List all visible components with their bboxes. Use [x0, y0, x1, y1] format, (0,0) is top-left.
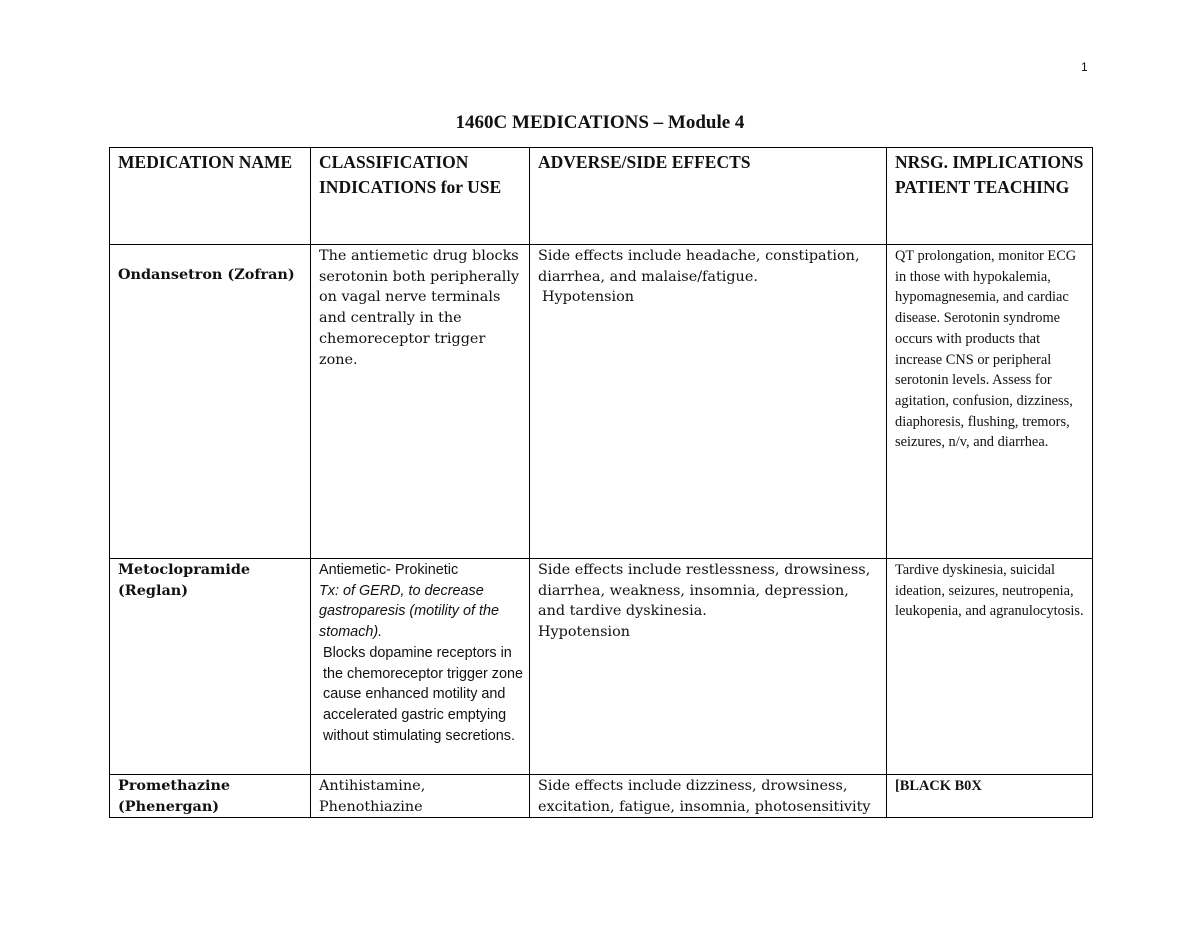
- effects-cell: [530, 559, 887, 775]
- table-row: [110, 775, 1093, 818]
- header-row: [110, 148, 1093, 245]
- classification-cell: [311, 559, 530, 775]
- nursing-cell: Tardive dyskinesia, suicidal ideation, seizures, neutropenia, leukopenia, and agranulocytosis.: [887, 559, 1093, 775]
- header-classification: CLASSIFICATION INDICATIONS for USE: [311, 148, 530, 245]
- medication-name: Ondansetron (Zofran): [110, 245, 311, 559]
- nursing-cell: QT prolongation, monitor ECG in those with hypokalemia, hypomagnesemia, and cardiac disease. Serotonin syndrome occurs with products that increase CNS or peripheral serotonin levels. Assess for agitation, confusion, dizziness, diaphoresis, flushing, tremors, seizures, n/v, and diarrhea.: [887, 245, 1093, 559]
- document-title: 1460C MEDICATIONS – Module 4: [455, 112, 745, 133]
- header-adverse-effects: ADVERSE/SIDE EFFECTS: [530, 148, 887, 245]
- effects-cell: [530, 245, 887, 559]
- table-row: [110, 245, 1093, 559]
- effects-cell: Side effects include dizziness, drowsiness, excitation, fatigue, insomnia, photosensitivity: [530, 775, 887, 818]
- effects-extra: Hypotension: [538, 624, 631, 641]
- medication-name: Promethazine (Phenergan): [110, 775, 311, 818]
- header-nursing-implications: NRSG. IMPLICATIONS PATIENT TEACHING: [887, 148, 1093, 245]
- medications-table: [109, 147, 1093, 818]
- header-medication-name: MEDICATION NAME: [110, 148, 311, 245]
- page-number: 1: [1081, 60, 1088, 74]
- classification-cell: The antiemetic drug blocks serotonin both peripherally on vagal nerve terminals and centrally in the chemoreceptor trigger zone.: [311, 245, 530, 559]
- classification-cell: Antihistamine, Phenothiazine: [311, 775, 530, 818]
- effects-extra: Hypotension: [542, 289, 635, 306]
- classification-mechanism: Blocks dopamine receptors in the chemoreceptor trigger zone cause enhanced motility and accelerated gastric emptying without stimulating secretions.: [323, 644, 523, 744]
- table-row: [110, 559, 1093, 775]
- medication-name: Metoclopramide (Reglan): [110, 559, 311, 775]
- effects-text: Side effects include restlessness, drowsiness, diarrhea, weakness, insomnia, depression, and tardive dyskinesia.: [538, 562, 871, 620]
- classification-class: Antiemetic- Prokinetic: [319, 562, 459, 578]
- effects-text: Side effects include headache, constipation, diarrhea, and malaise/fatigue.: [538, 248, 860, 285]
- classification-indication: Tx: of GERD, to decrease gastroparesis (motility of the stomach).: [319, 582, 499, 641]
- nursing-cell: [BLACK B0X: [887, 775, 1093, 818]
